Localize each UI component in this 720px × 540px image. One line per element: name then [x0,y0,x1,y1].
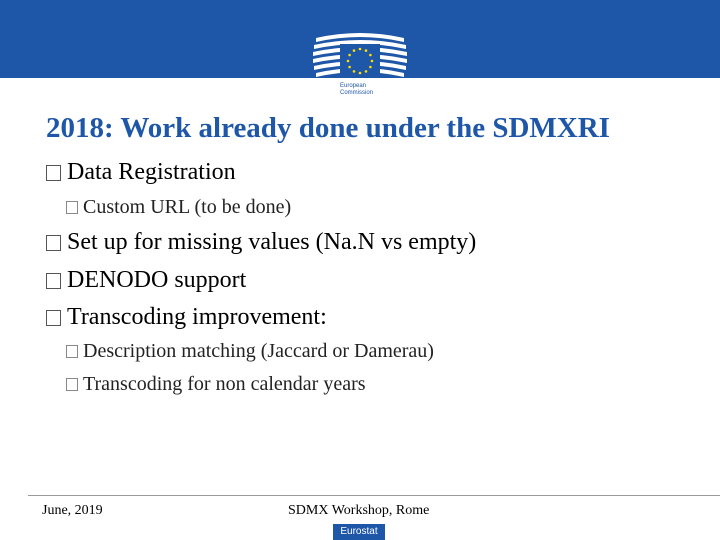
slide-title: 2018: Work already done under the SDMXRI [46,112,610,144]
logo-text-line1: European [340,83,367,89]
european-commission-logo [310,20,410,102]
bullet-denodo-support [46,267,246,294]
checkbox-icon [66,345,78,358]
footer-date: June, 2019 [42,503,103,518]
bullet-text: Description matching (Jaccard or Damerau) [83,340,434,362]
bullet-text: Transcoding improvement: [67,304,327,330]
bullet-data-registration [46,159,236,186]
bullet-text: Data Registration [67,159,236,185]
checkbox-icon [46,273,61,289]
checkbox-icon [66,201,78,214]
bullet-transcoding-improvement [46,304,327,331]
sub-bullet-description-matching [66,340,434,363]
bullet-text: Custom URL (to be done) [83,196,292,218]
checkbox-icon [46,165,61,181]
footer-event: SDMX Workshop, Rome [288,503,430,518]
bullet-text: Set up for missing values (Na.N vs empty) [67,229,477,255]
sub-bullet-non-calendar-years [66,373,366,396]
eurostat-badge: Eurostat [333,524,385,540]
bullet-missing-values [46,229,476,256]
bullet-text: DENODO support [67,267,247,293]
checkbox-icon [46,310,61,326]
sub-bullet-custom-url [66,196,291,219]
checkbox-icon [46,235,61,251]
bullet-text: Transcoding for non calendar years [83,373,366,395]
logo-text-line2: Commission [340,90,374,96]
footer-divider [28,495,720,496]
checkbox-icon [66,378,78,391]
